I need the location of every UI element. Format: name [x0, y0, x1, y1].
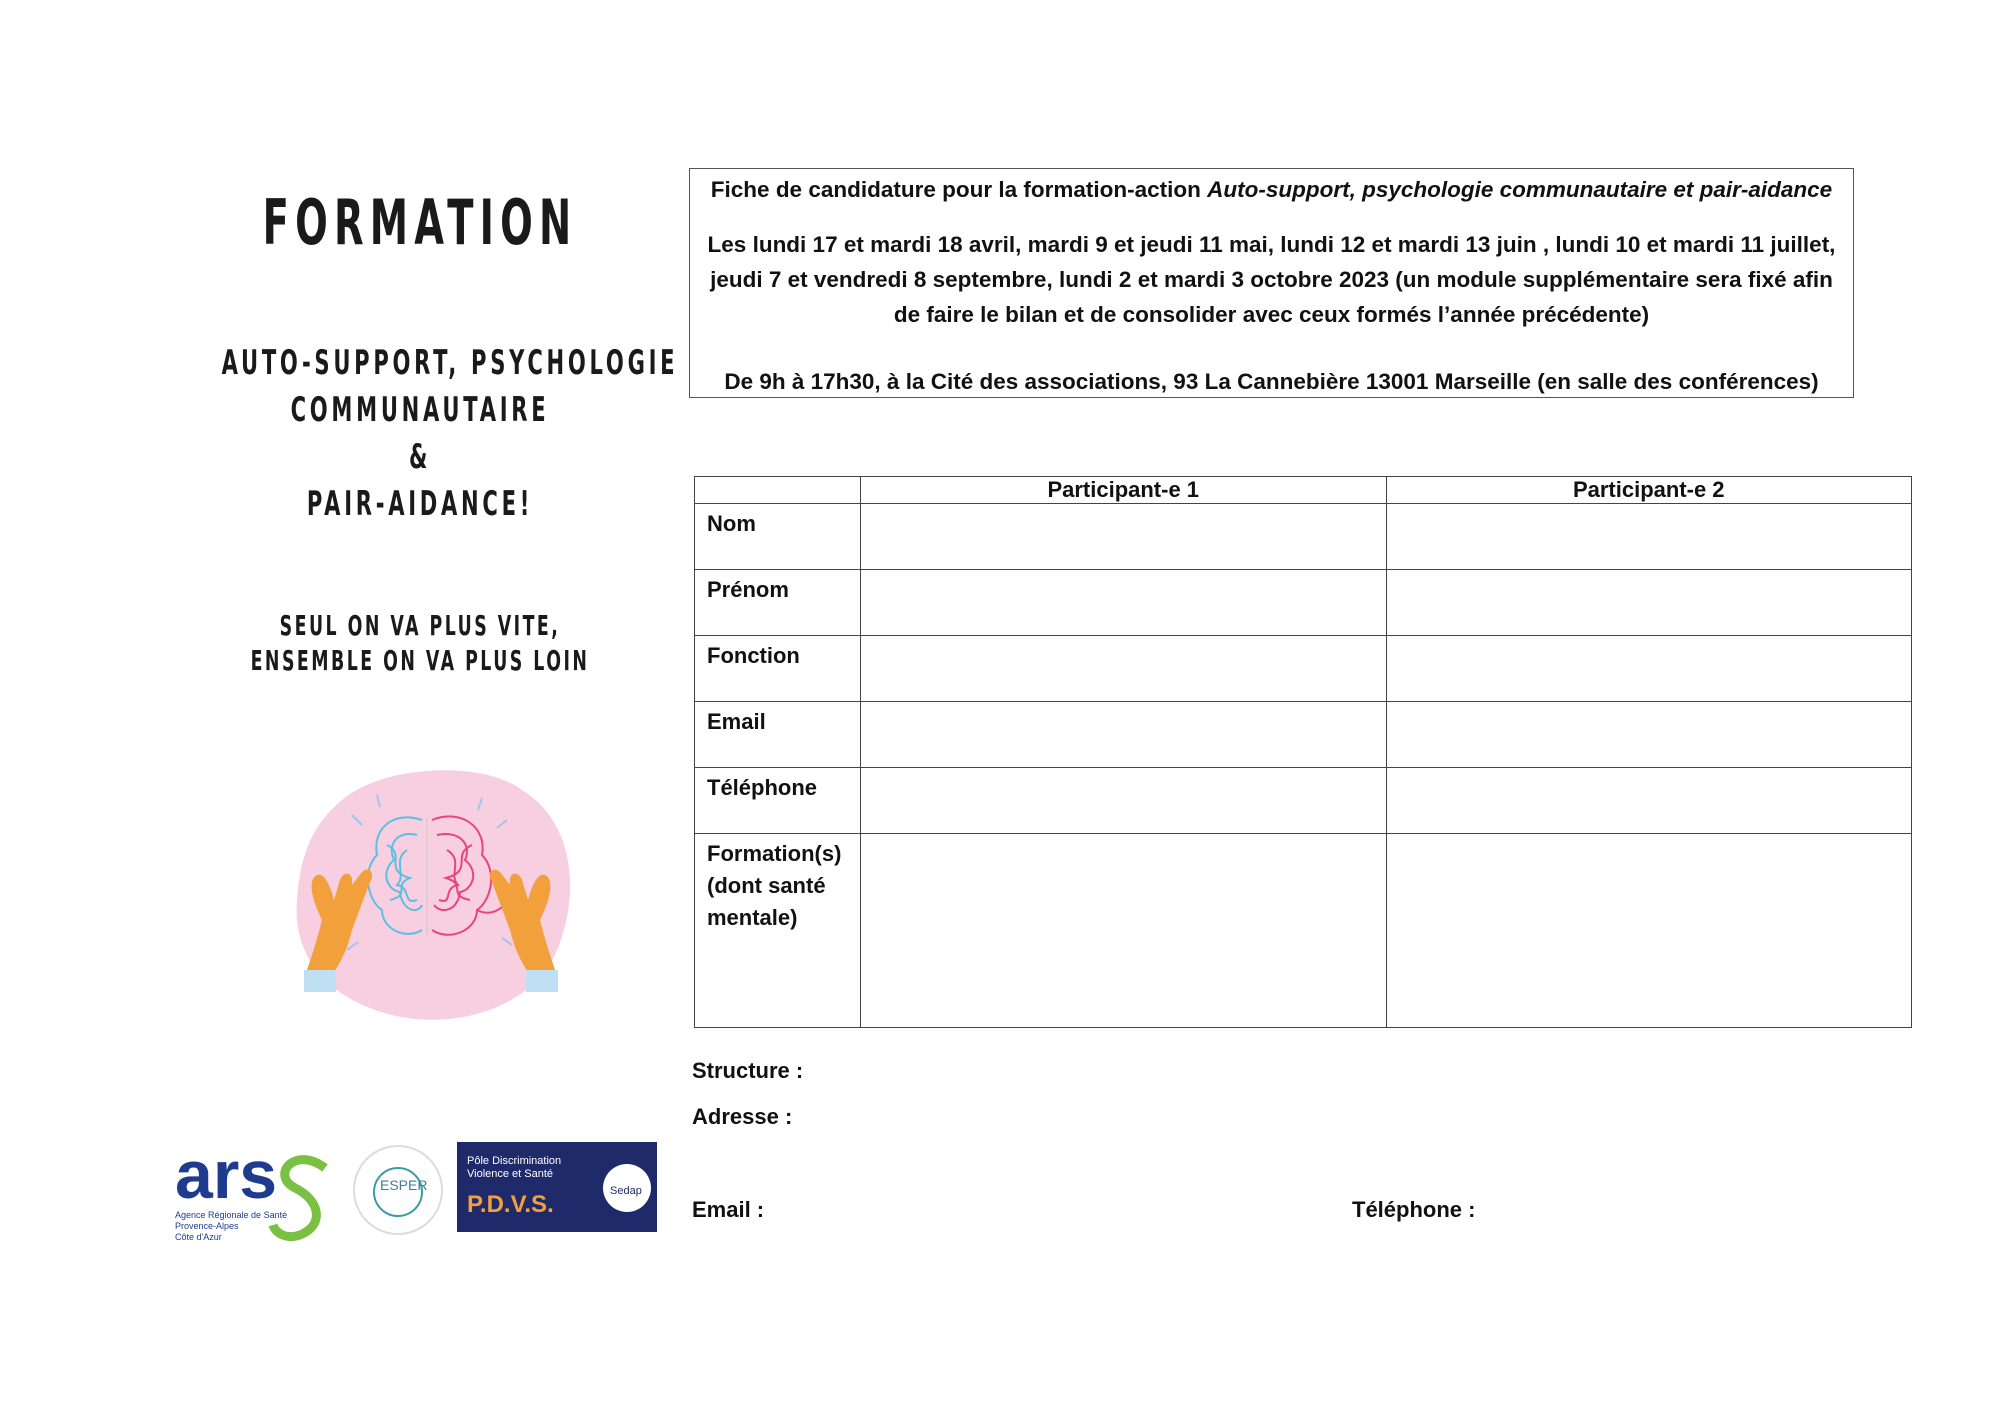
formations-participant-2-field[interactable] [1386, 834, 1912, 1028]
formation-heading: FORMATION [262, 186, 578, 259]
table-row [695, 570, 1912, 636]
table-row [695, 636, 1912, 702]
fonction-participant-2-field[interactable] [1386, 636, 1912, 702]
address-label: Adresse : [692, 1104, 793, 1129]
prenom-participant-2-field[interactable] [1386, 570, 1912, 636]
session-location: De 9h à 17h30, à la Cité des associations, 93 La Cannebière 13001 Marseille (en salle des conférences) [724, 369, 1819, 394]
corner-cell [695, 477, 861, 504]
subtitle-line: & [408, 437, 432, 477]
row-label-formations: Formation(s) (dont santé mentale) [695, 834, 861, 1028]
table-row [695, 768, 1912, 834]
motto-line: ENSEMBLE ON VA PLUS LOIN [250, 644, 590, 677]
email-participant-2-field[interactable] [1386, 702, 1912, 768]
ars-logo [175, 1140, 325, 1242]
row-label-telephone: Téléphone [695, 768, 861, 834]
session-dates: Les lundi 17 et mardi 18 avril, mardi 9 et jeudi 11 mai, lundi 12 et mardi 13 juin , lundi 10 et mardi 11 juillet, jeudi 7 et vendredi 8 septembre, lundi 2 et mardi 3 octobre 2023 (un module supplémentaire sera fixé afin de faire le bilan et de consolider avec ceux formés l’année précédente) [707, 232, 1836, 327]
motto [100, 608, 740, 678]
motto-line: SEUL ON VA PLUS VITE, [279, 609, 561, 642]
email-participant-1-field[interactable] [861, 702, 1387, 768]
partner-logos [175, 1140, 665, 1245]
brain-yarn-illustration [282, 760, 582, 1035]
subtitle-line: PAIR-AIDANCE! [306, 484, 534, 524]
subtitle-line: AUTO-SUPPORT, PSYCHOLOGIE [221, 343, 679, 383]
left-cuff [304, 970, 336, 992]
svg-text:Côte d'Azur: Côte d'Azur [175, 1232, 222, 1242]
nom-participant-1-field[interactable] [861, 504, 1387, 570]
row-label-fonction: Fonction [695, 636, 861, 702]
row-label-email: Email [695, 702, 861, 768]
esper-logo [354, 1146, 442, 1234]
telephone-participant-1-field[interactable] [861, 768, 1387, 834]
svg-text:P.D.V.S.: P.D.V.S. [467, 1191, 554, 1218]
form-title: Fiche de candidature pour la formation-action Auto-support, psychologie communautaire et pair-aidance [710, 177, 1833, 202]
fonction-participant-1-field[interactable] [861, 636, 1387, 702]
right-cuff [526, 970, 558, 992]
table-row [695, 504, 1912, 570]
course-name: Auto-support, psychologie communautaire et pair-aidance [1207, 177, 1833, 202]
column-header-participant-2: Participant-e 2 [1386, 477, 1912, 504]
row-label-nom: Nom [695, 504, 861, 570]
telephone-participant-2-field[interactable] [1386, 768, 1912, 834]
nom-participant-2-field[interactable] [1386, 504, 1912, 570]
participants-table [694, 476, 1912, 1028]
svg-text:Sedap: Sedap [610, 1185, 642, 1197]
svg-text:Provence-Alpes: Provence-Alpes [175, 1221, 239, 1231]
table-row [695, 702, 1912, 768]
svg-text:ars: ars [175, 1140, 278, 1213]
table-header-row [695, 477, 1912, 504]
svg-text:ESPER: ESPER [380, 1177, 428, 1193]
svg-text:Pôle Discrimination: Pôle Discrimination [467, 1155, 562, 1167]
application-header [689, 168, 1854, 398]
structure-label: Structure : [692, 1058, 804, 1083]
pdvs-logo [457, 1142, 657, 1232]
email-label: Email : [692, 1197, 765, 1222]
course-subtitle [100, 340, 740, 528]
svg-text:Agence Régionale de Santé: Agence Régionale de Santé [175, 1210, 288, 1220]
subtitle-line: COMMUNAUTAIRE [290, 390, 550, 430]
prenom-participant-1-field[interactable] [861, 570, 1387, 636]
column-header-participant-1: Participant-e 1 [861, 477, 1387, 504]
row-label-prenom: Prénom [695, 570, 861, 636]
phone-label: Téléphone : [1352, 1197, 1476, 1222]
formations-participant-1-field[interactable] [861, 834, 1387, 1028]
table-row [695, 834, 1912, 1028]
svg-text:Violence et Santé: Violence et Santé [467, 1168, 554, 1180]
